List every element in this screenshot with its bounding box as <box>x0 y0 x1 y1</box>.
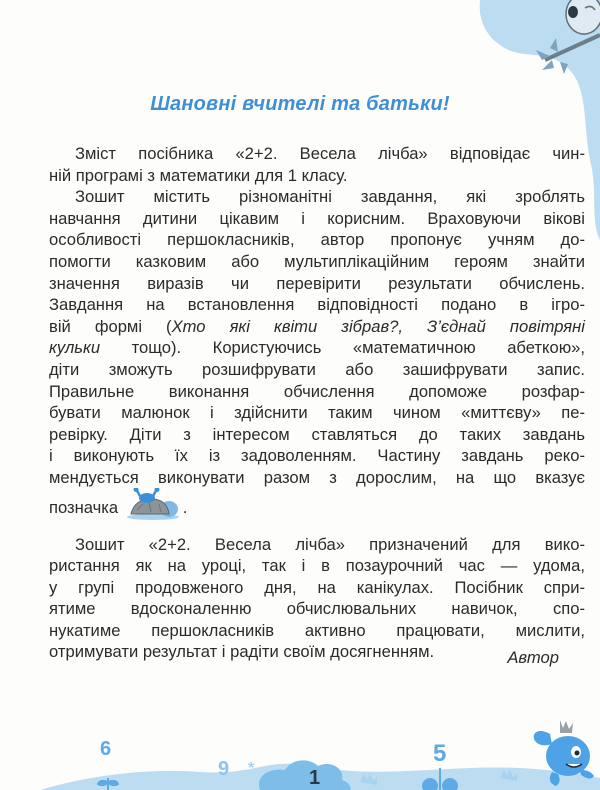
text-line: Завдання на встановлення відповідності подано в ігро- <box>49 295 585 315</box>
text-line: помогти казковим або мультиплікаційним героям знайти <box>49 251 585 271</box>
footer-landscape-decoration <box>0 720 600 790</box>
page-title: Шановні вчителі та батьки! <box>150 93 450 115</box>
text-line: ній програмі з математики для 1 класу. <box>49 165 348 185</box>
text-fragment: вій формі ( <box>49 316 172 336</box>
italic-example-titles: кульки <box>49 338 101 358</box>
text-line: у групі продовженого дня, на канікулах. Посібник спри- <box>49 577 585 597</box>
footer-digit: 9 <box>218 758 230 780</box>
text-line: нукатиме першокласників активно працювати, мислити, <box>49 620 585 640</box>
text-line: Зміст посібника «2+2. Весела лічба» відповідає чин- <box>75 144 585 163</box>
text-line: мендується виконувати разом з дорослим, на що вказує <box>49 467 585 487</box>
text-line: особливості першокласників, автор пропонує учням до- <box>49 230 585 250</box>
text-line: значення виразів чи перевірити результати обчислень. <box>49 273 585 293</box>
text-line: ристання як на уроці, так і в позаурочний час — удома, <box>49 556 585 576</box>
text-line: ятиме вдосконаленню обчислювальних навичок, спо- <box>49 599 585 619</box>
text-line <box>49 316 585 338</box>
text-line: ревірку. Діти з інтересом ставляться до таких завдань <box>49 424 585 444</box>
text-line: Зошит містить різноманітні завдання, які зроблять <box>75 187 585 207</box>
text-line: Правильне виконання обчислення допоможе розфар- <box>49 381 585 401</box>
turtle-crab-icon <box>123 488 183 520</box>
footer-digit: 6 <box>100 738 112 760</box>
marker-line <box>49 491 585 525</box>
rabbit-icon <box>530 716 598 788</box>
body-text <box>49 143 585 663</box>
text-fragment: . <box>182 497 188 517</box>
text-line: навчання дитини цікавим і корисним. Враховуючи вікові <box>49 208 585 228</box>
text-line: отримувати результат і радіти своїм досягненням. <box>49 642 435 662</box>
text-line: бувати малюнок і здійснити таким чином «миттєву» пе- <box>49 403 585 423</box>
text-line <box>49 337 585 359</box>
text-fragment: тощо). Користуючись «математичною абеткою», <box>100 338 585 358</box>
author-signature: Автор <box>507 648 559 667</box>
text-fragment: позначка <box>49 497 119 517</box>
footer-digit: * <box>248 760 255 777</box>
text-line: і виконують їх із задоволенням. Частину завдань реко- <box>49 446 585 466</box>
page-number: 1 <box>309 767 321 789</box>
text-line: діти зможуть розшифрувати або зашифрувати запис. <box>49 359 585 379</box>
text-line: Зошит «2+2. Весела лічба» призначений для вико- <box>75 534 585 554</box>
footer-digit: 5 <box>433 740 447 767</box>
italic-example-titles: Хто які квіти зібрав?, З’єднай повітряні <box>171 316 585 336</box>
paragraph-gap <box>49 525 585 534</box>
